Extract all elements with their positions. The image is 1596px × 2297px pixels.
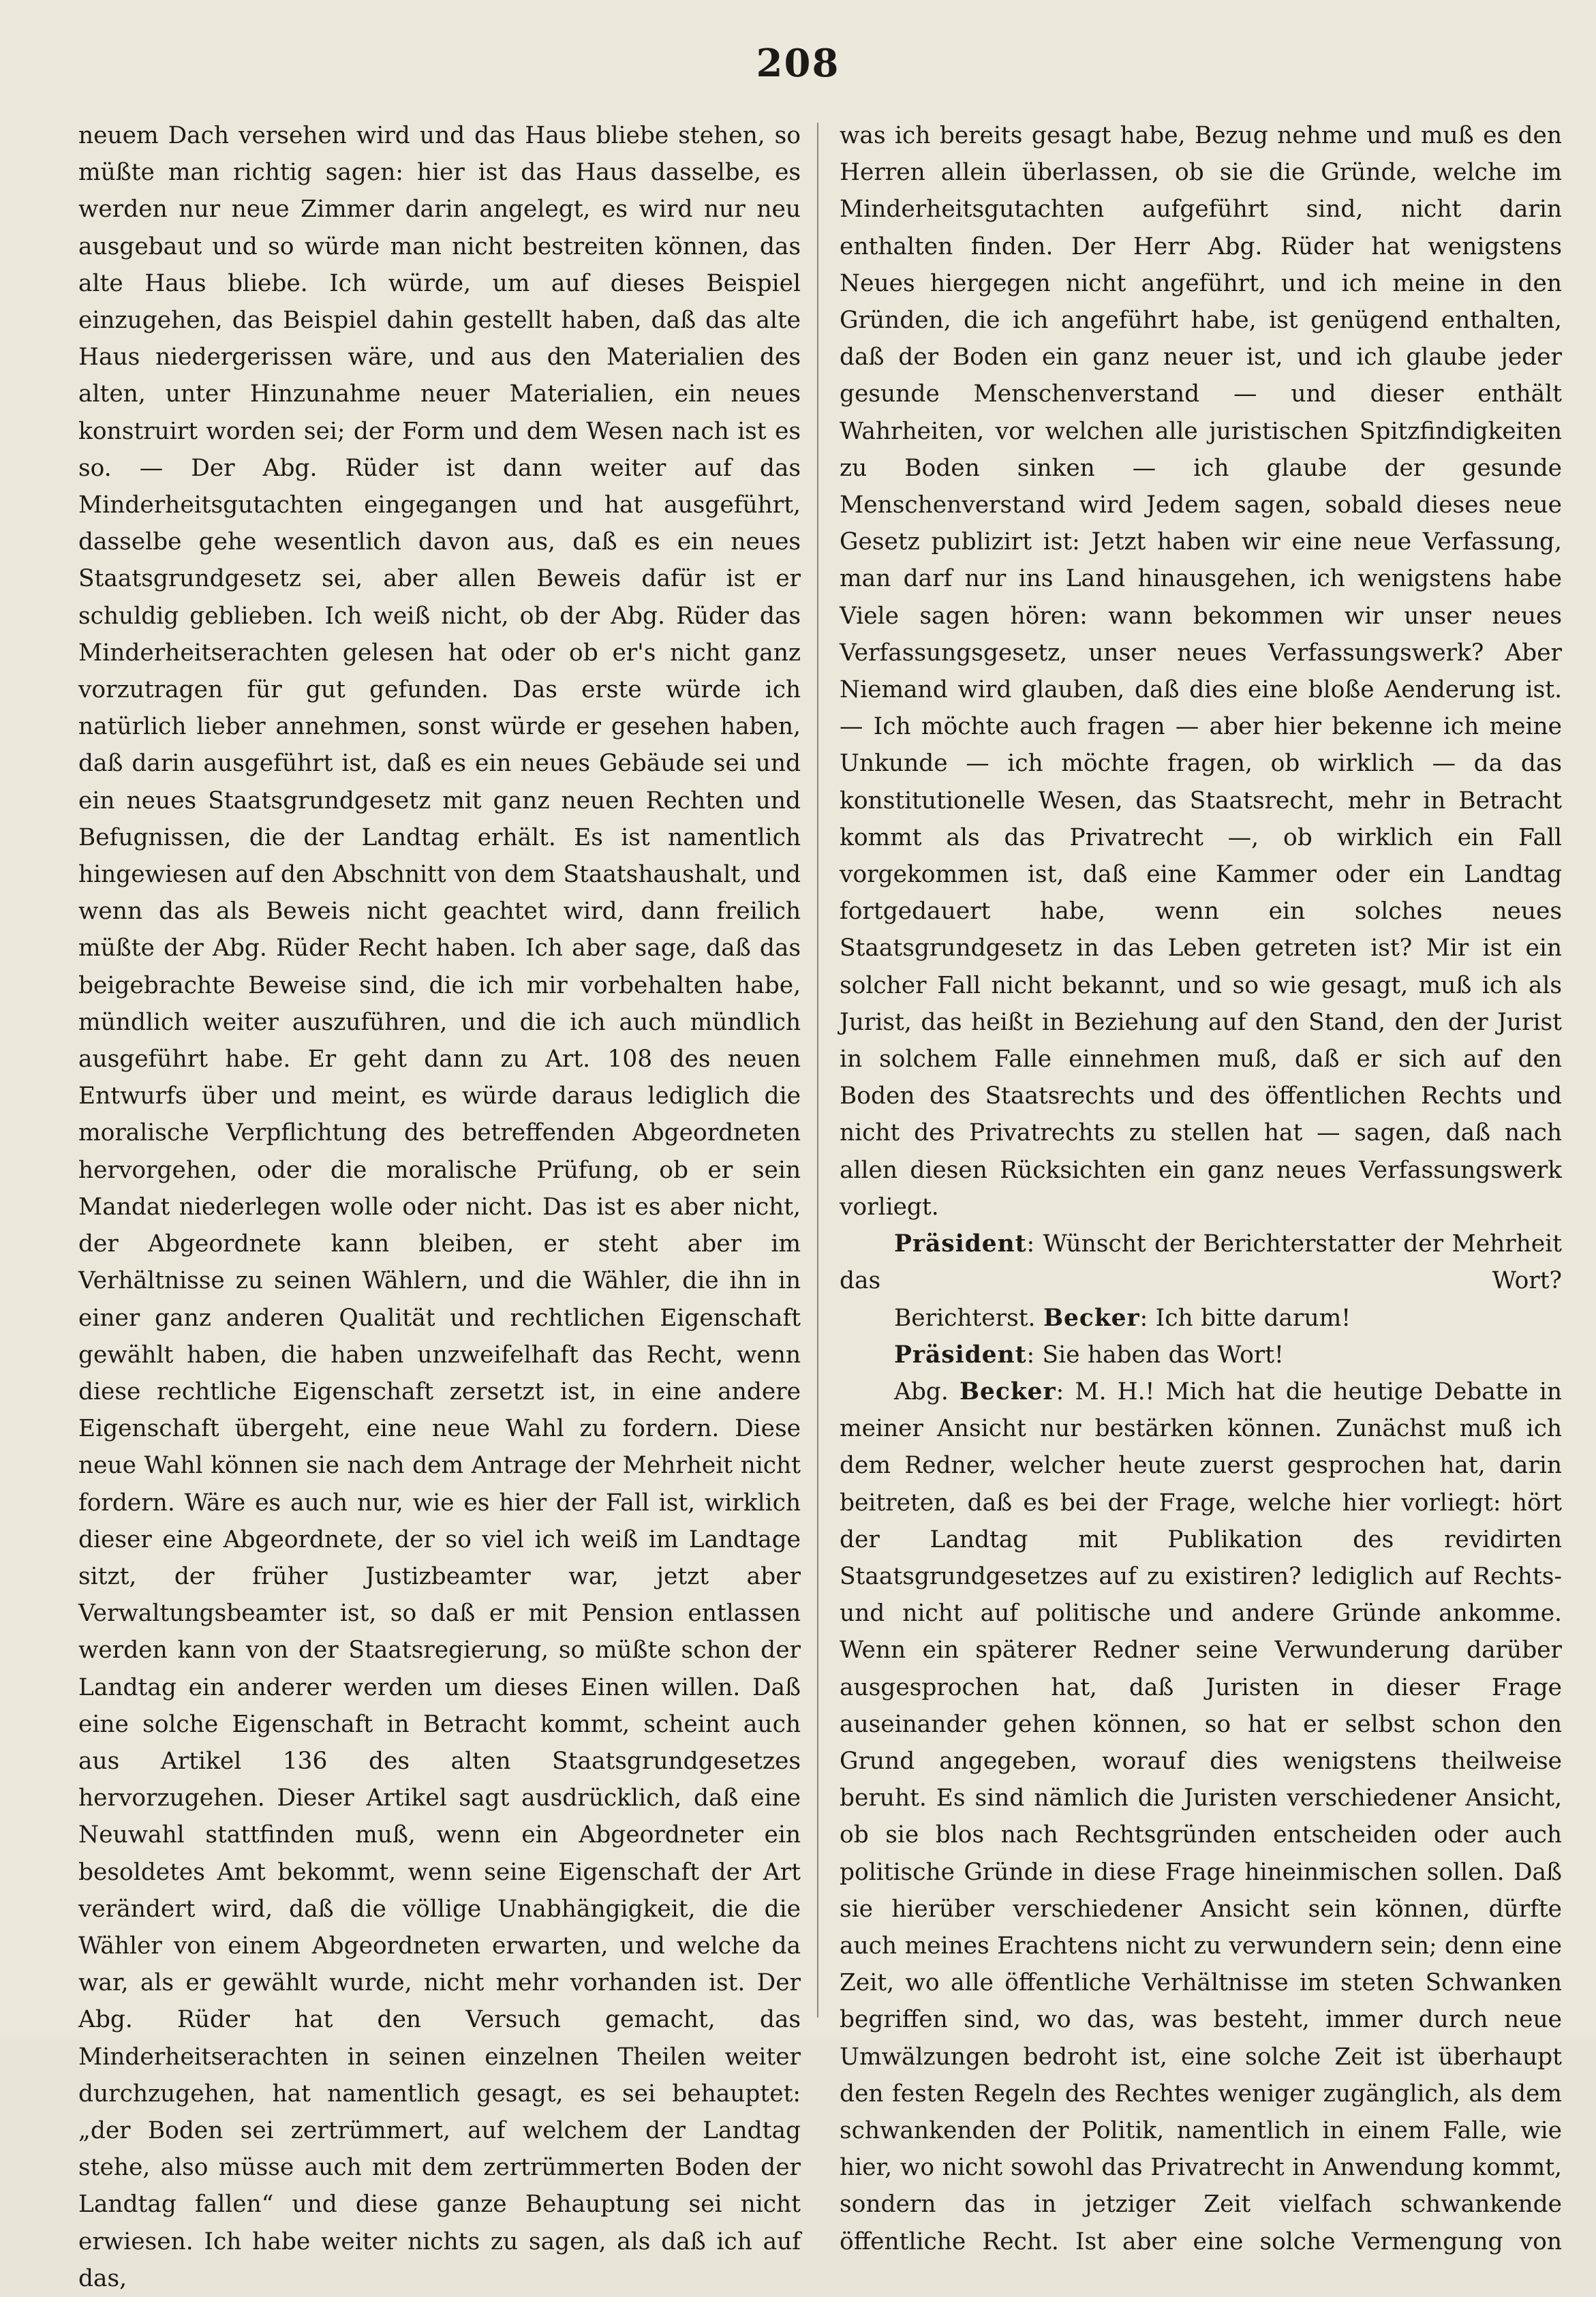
speech-text: : Wünscht der Berichterstatter der Mehrheit das Wort?: [840, 1230, 1562, 1295]
speech-president-grant: [840, 1337, 1562, 1373]
speech-president-request: [840, 1226, 1562, 1299]
speaker-name: Becker: [1043, 1304, 1140, 1332]
right-column-paragraph-1: was ich bereits gesagt habe, Bezug nehme und muß es den Herren allein überlassen, ob sie die Gründe, welche im Minderheitsgutachten aufgeführt sind, nicht darin enthalten finden. Der Herr Abg. Rüder hat wenigstens Neues hiergegen nicht angeführt, und ich meine in den Gründen, die ich angeführt habe, ist genügend enthalten, daß der Boden ein ganz neuer ist, und ich glaube jeder gesunde Menschenverstand — und dieser enthält Wahrheiten, vor welchen alle juristischen Spitzfindigkeiten zu Boden sinken — ich glaube der gesunde Menschenverstand wird Jedem sagen, sobald dieses neue Gesetz publizirt ist: Jetzt haben wir eine neue Verfassung, man darf nur ins Land hinausgehen, ich wenigstens habe Viele sagen hören: wann bekommen wir unser neues Verfassungsgesetz, unser neues Verfassungswerk? Aber Niemand wird glauben, daß dies eine bloße Aenderung ist. — Ich möchte auch fragen — aber hier bekenne ich meine Unkunde — ich möchte fragen, ob wirklich — da das konstitutionelle Wesen, das Staatsrecht, mehr in Betracht kommt als das Privatrecht —, ob wirklich ein Fall vorgekommen ist, daß eine Kammer oder ein Landtag fortgedauert habe, wenn ein solches neues Staatsgrundgesetz in das Leben getreten ist? Mir ist ein solcher Fall nicht bekannt, und so wie gesagt, muß ich als Jurist, das heißt in Beziehung auf den Stand, den der Jurist in solchem Falle einnehmen muß, daß er sich auf den Boden des Staatsrechts und des öffentlichen Rechts und nicht des Privatrechts zu stellen hat — sagen, daß nach allen diesen Rücksichten ein ganz neues Verfassungswerk vorliegt.: [840, 122, 1562, 1221]
column-divider: [817, 123, 818, 2018]
speaker-name: Becker: [959, 1378, 1056, 1405]
speech-becker: [840, 1373, 1562, 2260]
speech-text: : Ich bitte darum!: [1139, 1304, 1351, 1332]
speaker-prefix: Berichterst.: [894, 1304, 1036, 1332]
left-column: [78, 117, 801, 2292]
right-column: [840, 117, 1562, 2255]
speaker-name: Präsident: [894, 1230, 1027, 1258]
speaker-prefix: Abg.: [894, 1378, 949, 1405]
left-column-paragraph: neuem Dach versehen wird und das Haus bliebe stehen, so müßte man richtig sagen: hier ist das Haus dasselbe, es werden nur neue Zimmer darin angelegt, es wird nur neu ausgebaut und so würde man nicht bestreiten können, das alte Haus bliebe. Ich würde, um auf dieses Beispiel einzugehen, das Beispiel dahin gestellt haben, daß das alte Haus niedergerissen wäre, und aus den Materialien des alten, unter Hinzunahme neuer Materialien, ein neues konstruirt worden sei; der Form und dem Wesen nach ist es so. — Der Abg. Rüder ist dann weiter auf das Minderheitsgutachten eingegangen und hat ausgeführt, dasselbe gehe wesentlich davon aus, daß es ein neues Staatsgrundgesetz sei, aber allen Beweis dafür ist er schuldig geblieben. Ich weiß nicht, ob der Abg. Rüder das Minderheitserachten gelesen hat oder ob er's nicht ganz vorzutragen für gut gefunden. Das erste würde ich natürlich lieber annehmen, sonst würde er gesehen haben, daß darin ausgeführt ist, daß es ein neues Gebäude sei und ein neues Staatsgrundgesetz mit ganz neuen Rechten und Befugnissen, die der Landtag erhält. Es ist namentlich hingewiesen auf den Abschnitt von dem Staatshaushalt, und wenn das als Beweis nicht geachtet wird, dann freilich müßte der Abg. Rüder Recht haben. Ich aber sage, daß das beigebrachte Beweise sind, die ich mir vorbehalten habe, mündlich weiter auszuführen, und die ich auch mündlich ausgeführt habe. Er geht dann zu Art. 108 des neuen Entwurfs über und meint, es würde daraus lediglich die moralische Verpflichtung des betreffenden Abgeordneten hervorgehen, oder die moralische Prüfung, ob er sein Mandat niederlegen wolle oder nicht. Das ist es aber nicht, der Abgeordnete kann bleiben, er steht aber im Verhältnisse zu seinen Wählern, und die Wähler, die ihn in einer ganz anderen Qualität und rechtlichen Eigenschaft gewählt haben, die haben unzweifelhaft das Recht, wenn diese rechtliche Eigenschaft zersetzt ist, in eine andere Eigenschaft übergeht, eine neue Wahl zu fordern. Diese neue Wahl können sie nach dem Antrage der Mehrheit nicht fordern. Wäre es auch nur, wie es hier der Fall ist, wirklich dieser eine Abgeordnete, der so viel ich weiß im Landtage sitzt, der früher Justizbeamter war, jetzt aber Verwaltungsbeamter ist, so daß er mit Pension entlassen werden kann von der Staatsregierung, so müßte schon der Landtag ein anderer werden um dieses Einen willen. Daß eine solche Eigenschaft in Betracht kommt, scheint auch aus Artikel 136 des alten Staatsgrundgesetzes hervorzugehen. Dieser Artikel sagt ausdrücklich, daß eine Neuwahl stattfinden muß, wenn ein Abgeordneter ein besoldetes Amt bekommt, wenn seine Eigenschaft der Art verändert wird, daß die völlige Unabhängigkeit, die die Wähler von einem Abgeordneten erwarten, und welche da war, als er gewählt wurde, nicht mehr vorhanden ist. Der Abg. Rüder hat den Versuch gemacht, das Minderheitserachten in seinen einzelnen Theilen weiter durchzugehen, hat namentlich gesagt, es sei behauptet: „der Boden sei zertrümmert, auf welchem der Landtag stehe, also müsse auch mit dem zertrümmerten Boden der Landtag fallen“ und diese ganze Behauptung sei nicht erwiesen. Ich habe weiter nichts zu sagen, als daß ich auf das,: [78, 122, 801, 2292]
speaker-name: Präsident: [894, 1341, 1027, 1369]
speech-text: : M. H.! Mich hat die heutige Debatte in meiner Ansicht nur bestärken können. Zunächst muß ich dem Redner, welcher heute zuerst gesprochen hat, darin beitreten, daß es bei der Frage, welche hier vorliegt: hört der Landtag mit Publikation des revidirten Staatsgrundgesetzes auf zu existiren? lediglich auf Rechts- und nicht auf politische und andere Gründe ankomme. Wenn ein späterer Redner seine Verwunderung darüber ausgesprochen hat, daß Juristen in dieser Frage auseinander gehen können, so hat er selbst schon den Grund angegeben, worauf dies wenigstens theilweise beruht. Es sind nämlich die Juristen verschiedener Ansicht, ob sie blos nach Rechtsgründen entscheiden oder auch politische Gründe in diese Frage hineinmischen sollen. Daß sie hierüber verschiedener Ansicht sein können, dürfte auch meines Erachtens nicht zu verwundern sein; denn eine Zeit, wo alle öffentliche Verhältnisse im steten Schwanken begriffen sind, wo das, was besteht, immer durch neue Umwälzungen bedroht ist, eine solche Zeit ist überhaupt den festen Regeln des Rechtes weniger zugänglich, als dem schwankenden der Politik, namentlich in einem Falle, wie hier, wo nicht sowohl das Privatrecht in Anwendung kommt, sondern das in jetziger Zeit vielfach schwankende öffentliche Recht. Ist aber eine solche Vermengung von: [840, 1378, 1562, 2255]
speech-reporter-reply: [840, 1300, 1562, 1337]
speech-text: : Sie haben das Wort!: [1026, 1341, 1284, 1369]
page-number: 208: [756, 41, 840, 86]
